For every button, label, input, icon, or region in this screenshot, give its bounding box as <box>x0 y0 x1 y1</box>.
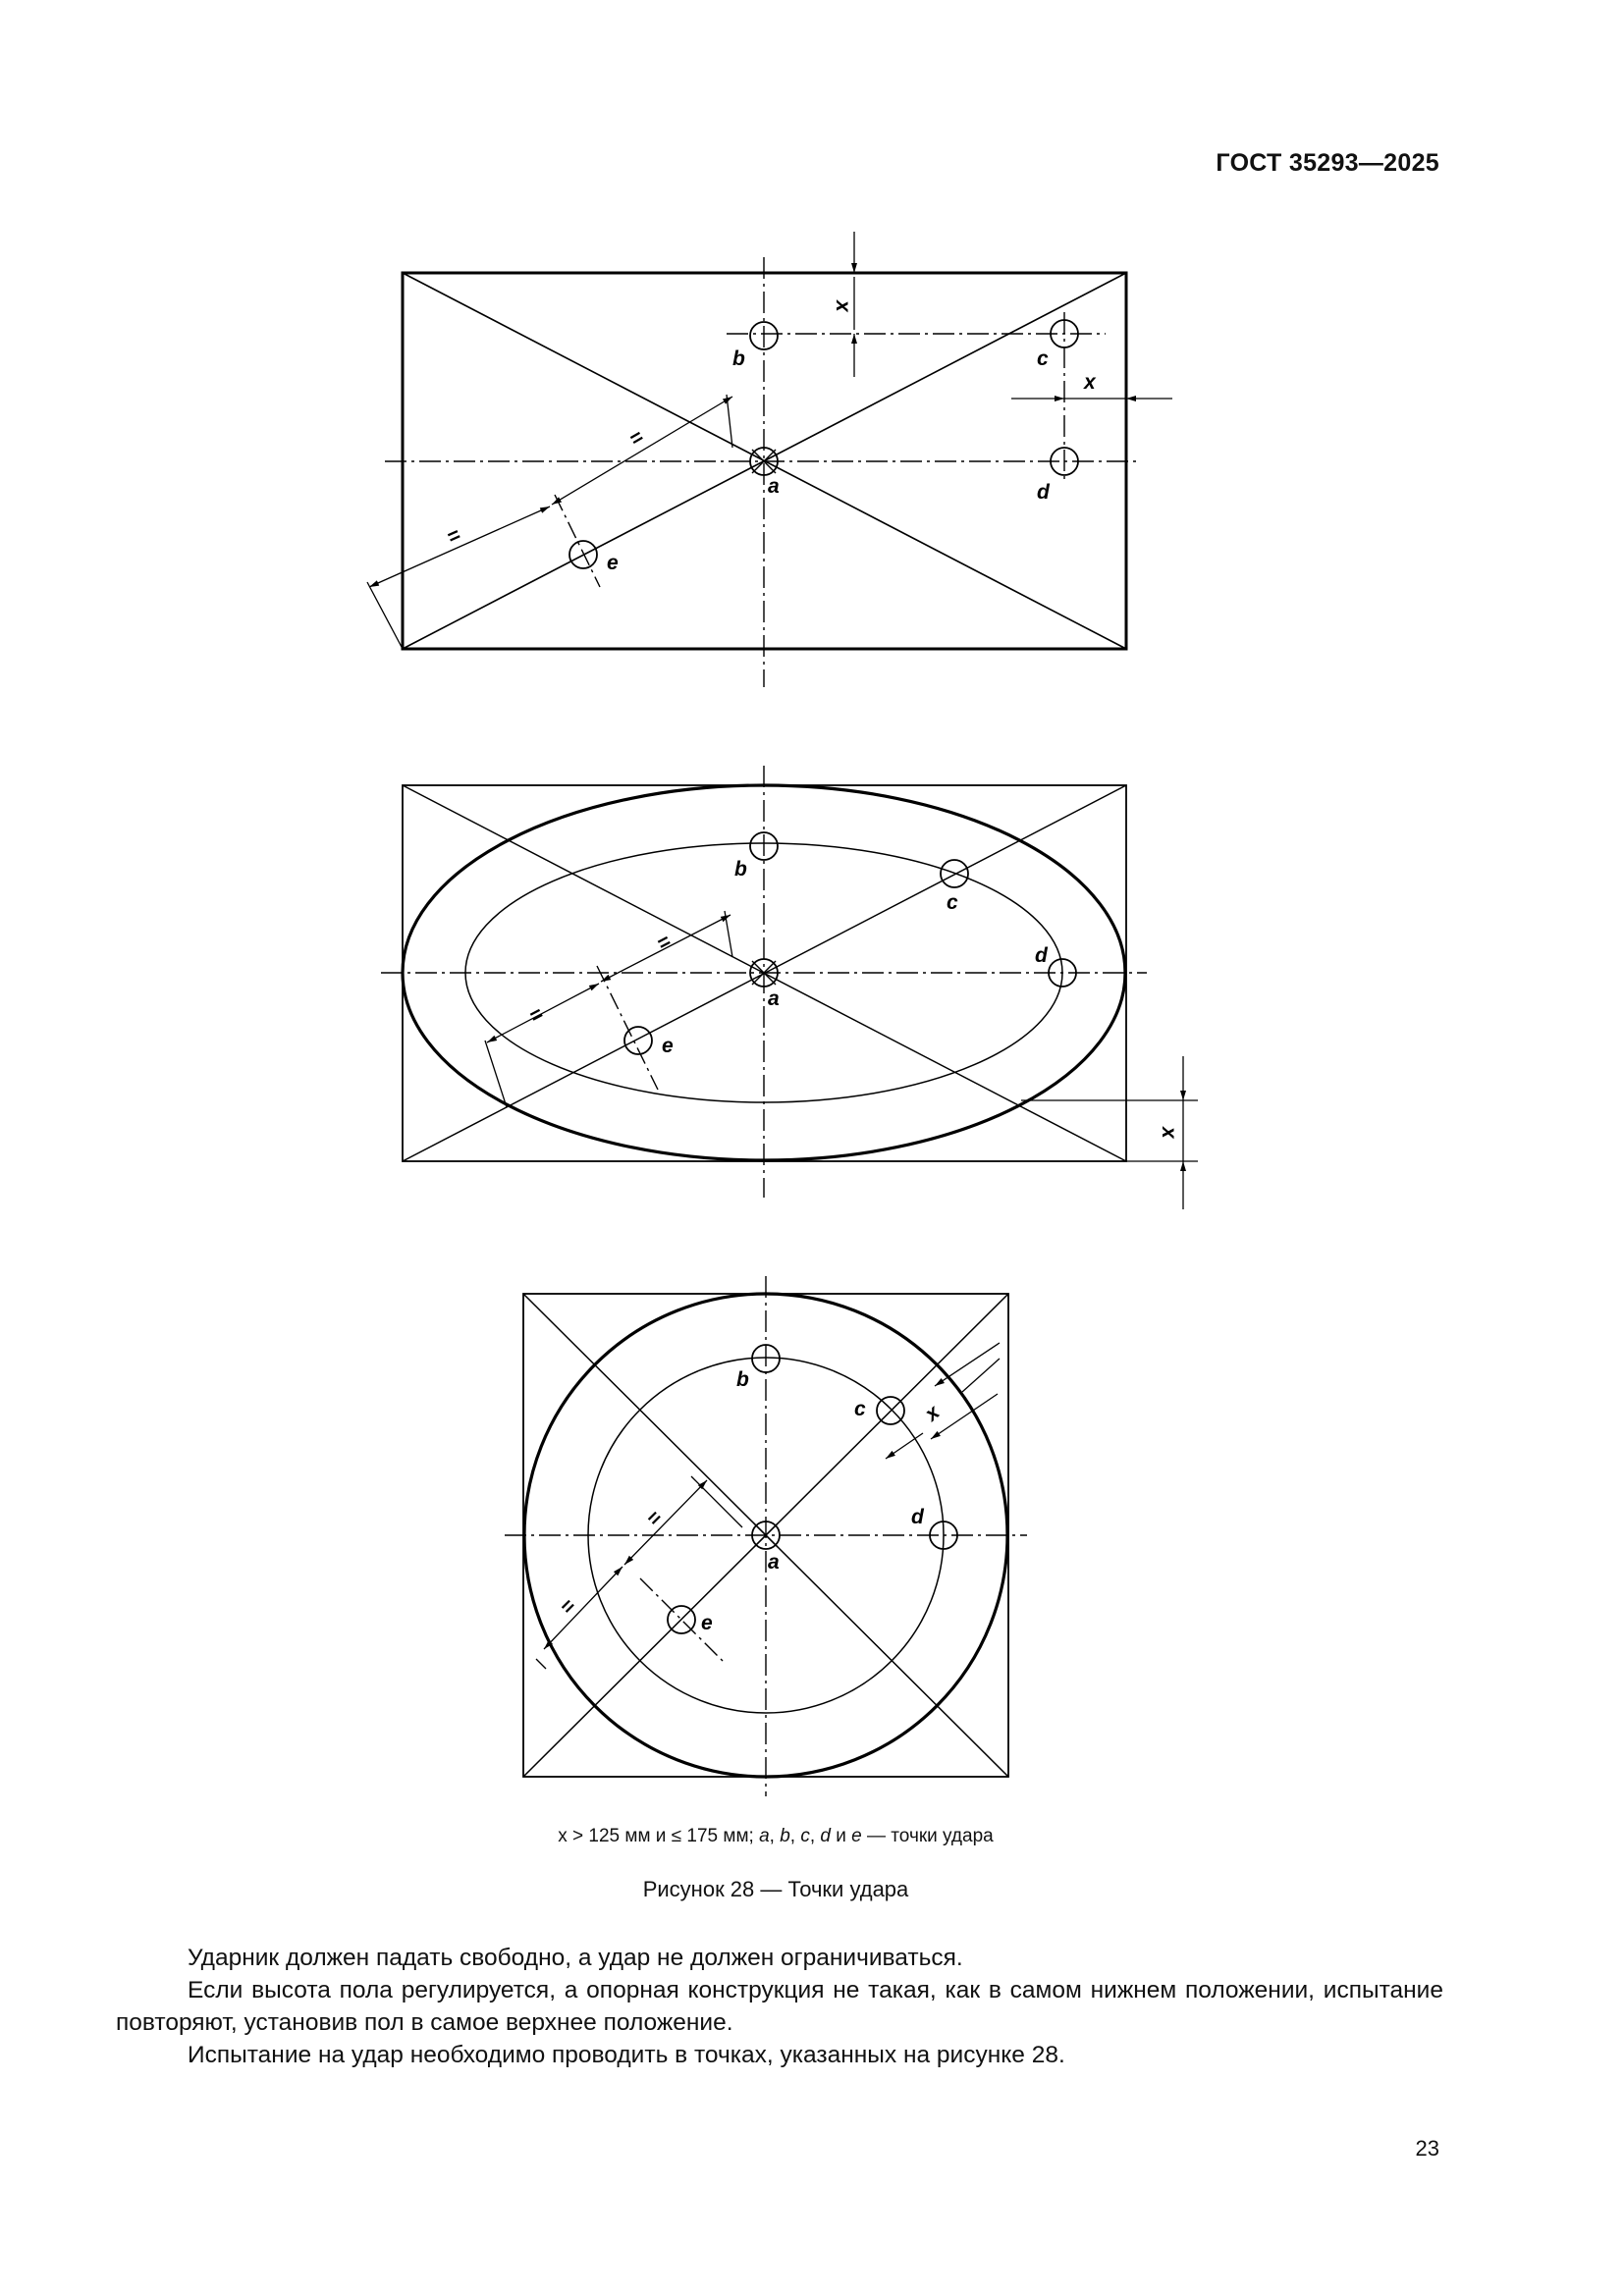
paragraph: Испытание на удар необходимо проводить в точках, указанных на рисунке 28. <box>188 2042 1065 2068</box>
page-number: 23 <box>1415 2136 1439 2161</box>
paragraph: Если высота пола регулируется, а опорная конструкция не такая, как в самом нижнем положении, испытание повторяют, установив пол в самое верхнее положение. <box>116 1977 1443 2036</box>
labels-circle <box>556 1368 946 1634</box>
label-a: a <box>768 475 780 498</box>
body-text <box>116 1942 1443 2071</box>
note-point: e <box>851 1826 862 1846</box>
label-b: b <box>736 1368 749 1391</box>
figure-note: x > 125 мм и ≤ 175 мм; a, b, c, d и e — точки удара <box>558 1826 994 1846</box>
diagram-rectangle <box>367 232 1172 687</box>
note-condition: x > 125 мм и ≤ 175 мм; <box>558 1826 760 1846</box>
label-eq: = <box>625 425 648 452</box>
label-b: b <box>734 858 747 881</box>
note-point: a <box>759 1826 770 1846</box>
label-x: x <box>1084 371 1096 394</box>
figure-title: Рисунок 28 — Точки удара <box>642 1877 909 1901</box>
label-eq: = <box>525 1002 547 1029</box>
document-header: ГОСТ 35293—2025 <box>1216 149 1439 177</box>
label-x: x <box>1158 1127 1180 1139</box>
label-eq: = <box>443 523 464 550</box>
label-d: d <box>1035 944 1048 967</box>
note-point: d <box>820 1826 831 1846</box>
diagram-oval <box>381 766 1198 1209</box>
paragraph: Ударник должен падать свободно, а удар не должен ограничиваться. <box>188 1945 963 1971</box>
label-e: e <box>607 552 619 574</box>
label-eq: = <box>641 1506 667 1531</box>
note-point: c <box>800 1826 810 1846</box>
label-d: d <box>1037 481 1050 504</box>
label-x: x <box>832 300 854 312</box>
label-e: e <box>701 1612 713 1634</box>
label-x: x <box>920 1401 945 1426</box>
label-e: e <box>662 1035 674 1057</box>
label-b: b <box>732 347 745 370</box>
label-a: a <box>768 1551 780 1574</box>
label-a: a <box>768 988 780 1010</box>
label-c: c <box>854 1398 866 1420</box>
label-c: c <box>947 891 958 914</box>
labels-rectangle <box>444 299 1097 574</box>
label-c: c <box>1037 347 1049 370</box>
label-eq: = <box>555 1594 580 1620</box>
diagram-circle <box>505 1276 1027 1796</box>
note-point: b <box>780 1826 790 1846</box>
label-eq: = <box>653 930 675 956</box>
label-d: d <box>911 1506 924 1528</box>
